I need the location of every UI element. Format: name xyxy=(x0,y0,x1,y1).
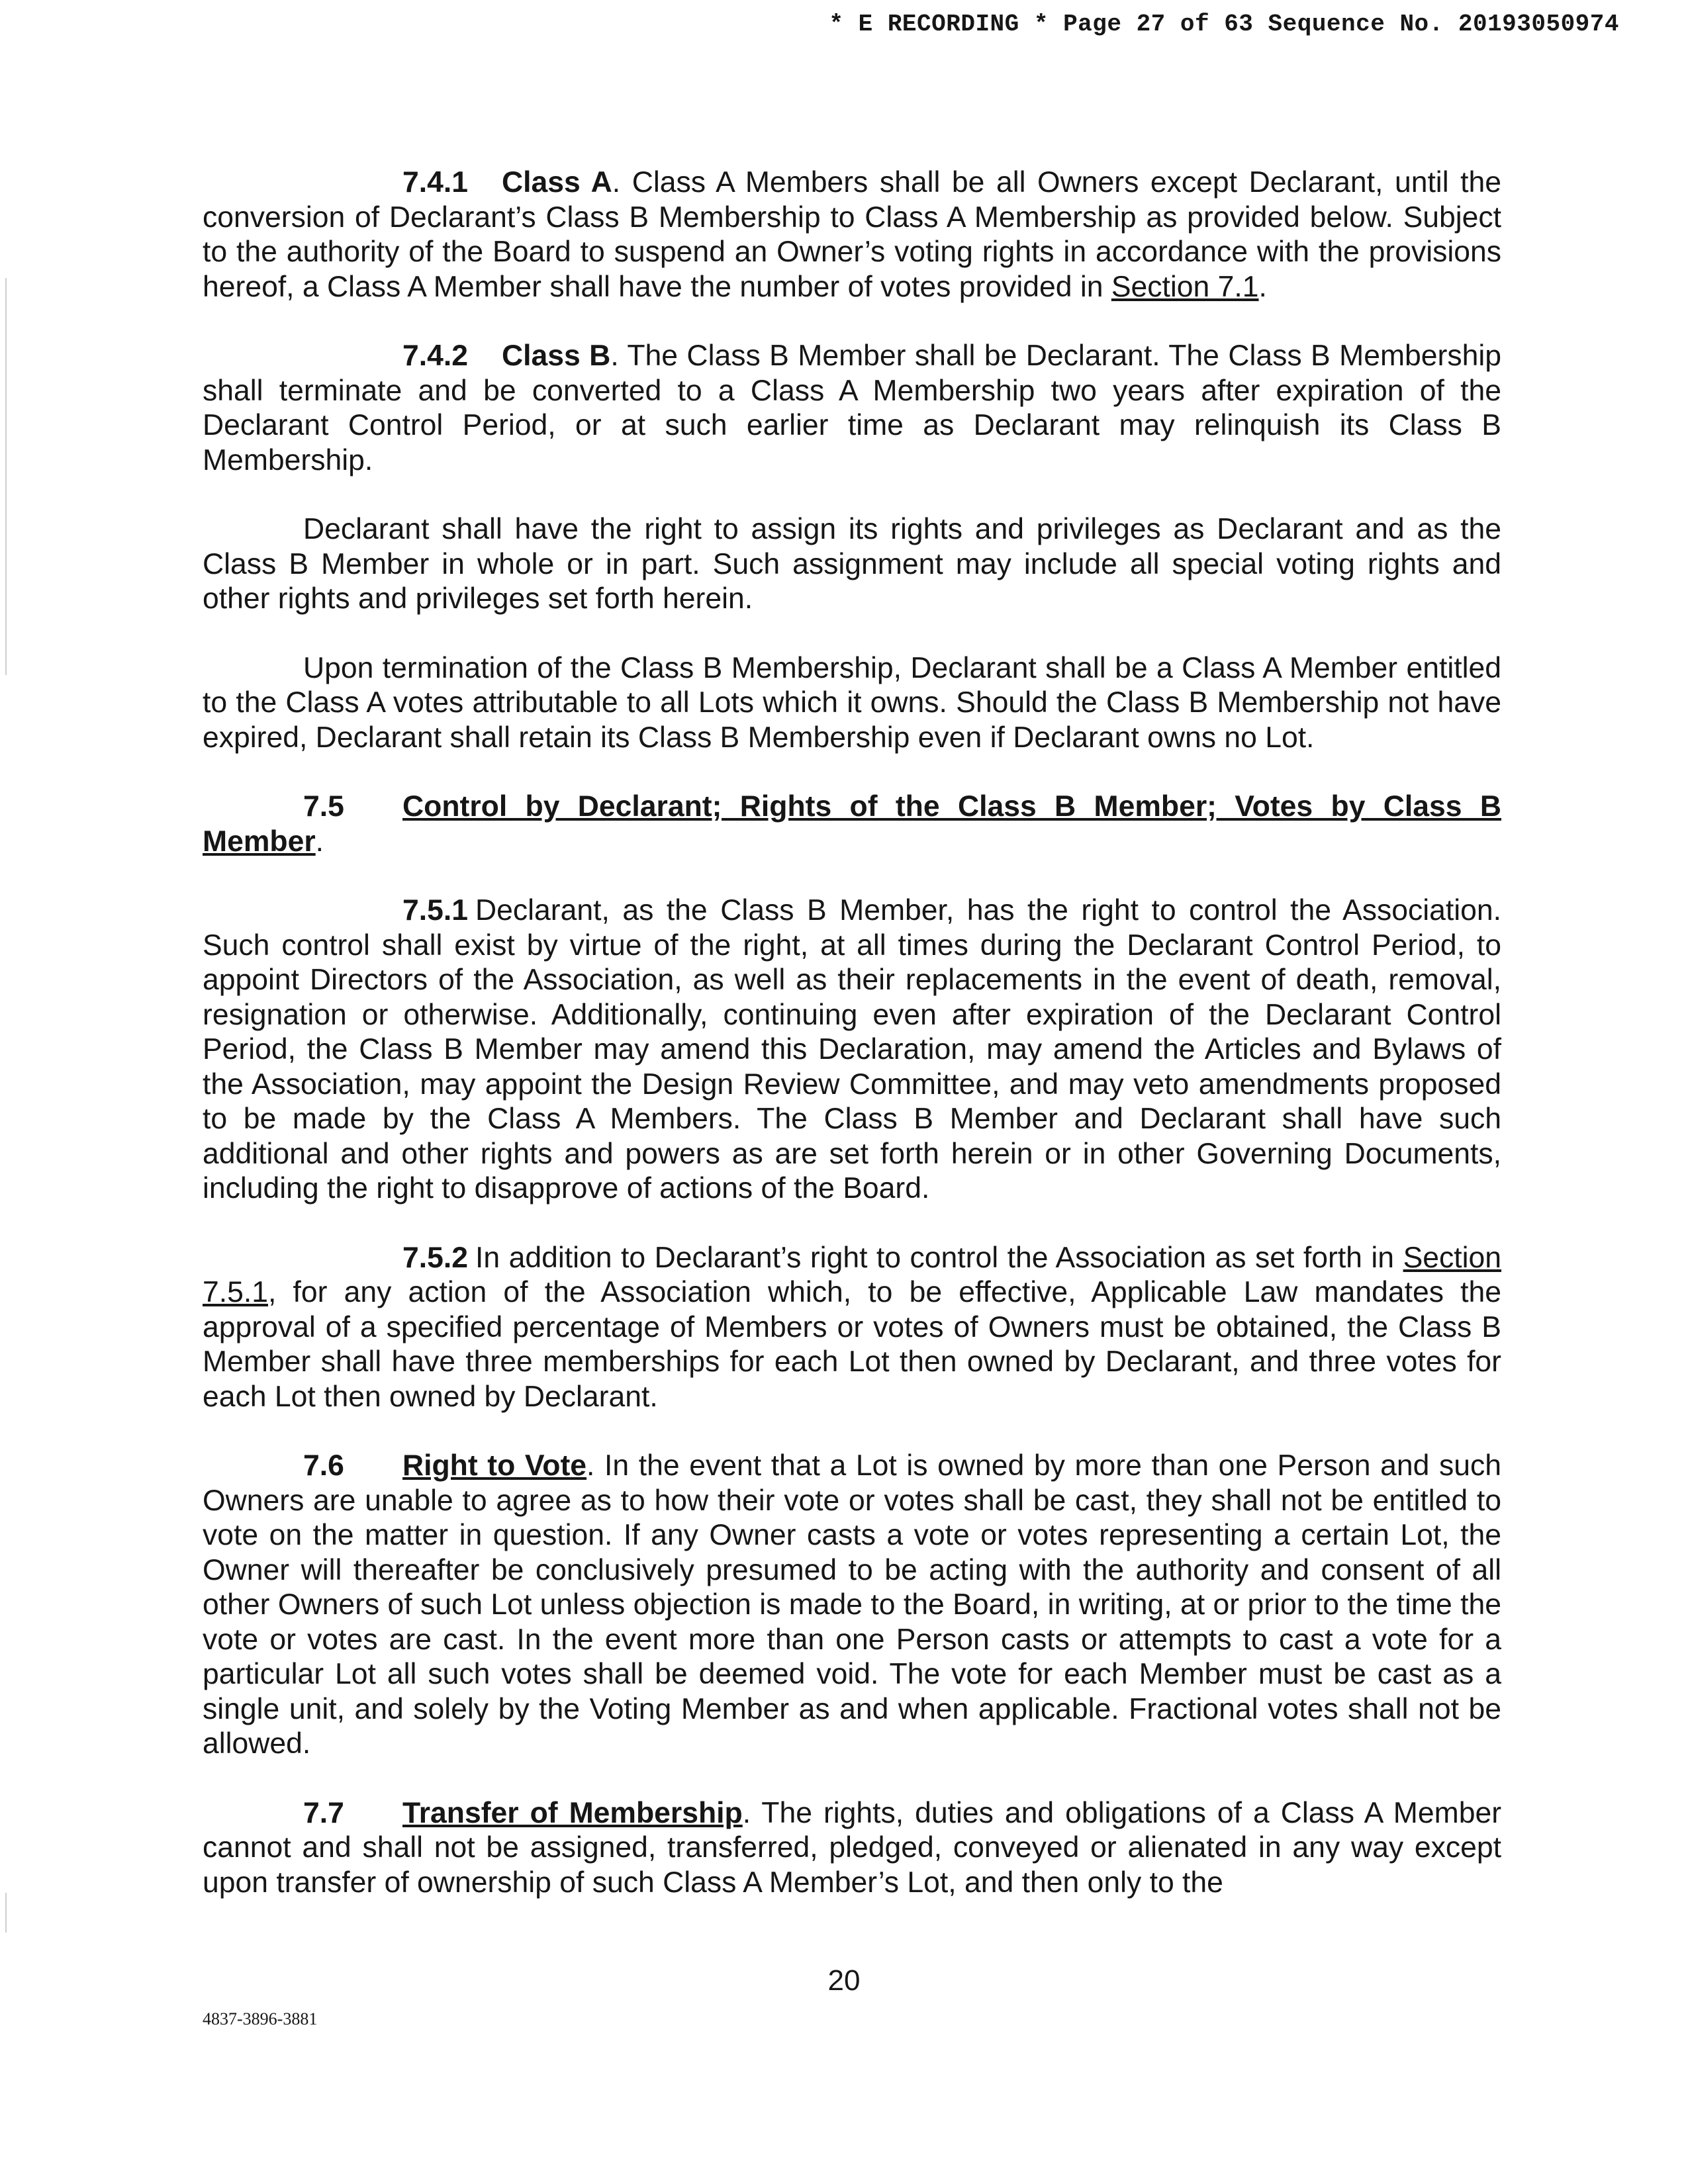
section-text: . Class A Members shall be all Owners except Declarant, until the conversion of Declarant’s Class B Membership to Class A Membership as provided below. Subject to the authority of the Board to suspend an Owner’s voting rights in accordance with the provisions hereof, a Class A Member shall have the number of votes provided in xyxy=(203,166,1501,303)
section-text: . The rights, duties and obligations of a Class A Member cannot and shall not be assigned, transferred, pledged, conveyed or alienated in any way except upon transfer of ownership of such Class A Member’s Lot, and then only to the xyxy=(203,1796,1502,1899)
section-text: . The Class B Member shall be Declarant. The Class B Membership shall terminate and be converted to a Class A Membership two years after expiration of the Declarant Control Period, or at such earlier time as Declarant may relinquish its Class B Membership. xyxy=(203,340,1501,477)
paragraph-termination: Upon termination of the Class B Membership, Declarant shall be a Class A Member entitled to the Class A votes attributable to all Lots which it owns. Should the Class B Membership not have expired, Declarant shall retain its Class B Membership even if Declarant owns no Lot. xyxy=(203,651,1501,754)
section-heading: Class A xyxy=(502,166,612,199)
paragraph-assignment: Declarant shall have the right to assign its rights and privileges as Declarant and as the Class B Member in whole or in part. Such assignment may include all special voting rights and other rights and privileges set forth herein. xyxy=(203,513,1501,615)
section-text: . In the event that a Lot is owned by more than one Person and such Owners are unable to agree as to how their vote or votes shall be cast, they shall not be entitled to vote on the matter in question. If any Owner casts a vote or votes representing a certain Lot, the Owner will thereafter be conclusively presumed to be acting with the authority and consent of all other Owners of such Lot unless objection is made to the Board, in writing, at or prior to the time the vote or votes are cast. In the event more than one Person casts or attempts to cast a vote for a particular Lot all such votes shall be deemed void. The vote for each Member must be cast as a single unit, and solely by the Voting Member as and when applicable. Fractional votes shall not be allowed. xyxy=(203,1449,1502,1760)
section-text: In addition to Declarant’s right to control the Association as set forth in xyxy=(475,1241,1403,1274)
section-number: 7.4.1 xyxy=(402,166,468,199)
section-number: 7.6 xyxy=(303,1449,344,1482)
section-number: 7.4.2 xyxy=(402,340,468,372)
scan-artifact xyxy=(5,1893,7,1933)
section-number: 7.5.1 xyxy=(402,894,468,927)
section-text-end: . xyxy=(1258,270,1267,303)
section-7-4-2 xyxy=(203,339,1501,478)
section-number: 7.5.2 xyxy=(402,1241,468,1274)
section-number: 7.7 xyxy=(303,1796,344,1829)
section-heading: Transfer of Membership xyxy=(402,1796,743,1829)
section-7-5 xyxy=(203,790,1501,859)
document-id: 4837-3896-3881 xyxy=(203,2009,318,2028)
recording-header: * E RECORDING * Page 27 of 63 Sequence No. 20193050974 xyxy=(829,11,1619,38)
section-heading: Control by Declarant; Rights of the Class B Member; Votes by Class B Member xyxy=(203,790,1501,858)
page-number: 20 xyxy=(827,1964,861,1997)
section-7-4-1 xyxy=(203,165,1501,304)
section-heading: Class B xyxy=(502,340,611,372)
section-7-6 xyxy=(203,1449,1501,1762)
section-7-7 xyxy=(203,1796,1501,1901)
section-text: Declarant, as the Class B Member, has the right to control the Association. Such control shall exist by virtue of the right, at all times during the Declarant Control Period, to appoint Directors of the Association, as well as their replacements in the event of death, removal, resignation or otherwise. Additionally, continuing even after expiration of the Declarant Control Period, the Class B Member may amend this Declaration, may amend the Articles and Bylaws of the Association, may appoint the Design Review Committee, and may veto amendments proposed to be made by the Class A Members. The Class B Member and Declarant shall have such additional and other rights and powers as are set forth herein or in other Governing Documents, including the right to disapprove of actions of the Board. xyxy=(203,894,1501,1205)
scan-artifact xyxy=(5,278,7,675)
section-7-5-1 xyxy=(203,893,1501,1206)
section-text-end: , for any action of the Association which, to be effective, Applicable Law mandates the approval of a specified percentage of Members or votes of Owners must be obtained, the Class B Member shall have three memberships for each Lot then owned by Declarant, and three votes for each Lot then owned by Declarant. xyxy=(203,1276,1501,1413)
section-reference: Section 7.5.1 xyxy=(203,1241,1501,1308)
section-number: 7.5 xyxy=(303,790,344,823)
section-reference: Section 7.1 xyxy=(1111,270,1259,303)
section-7-5-2 xyxy=(203,1241,1501,1415)
section-text: . xyxy=(315,825,324,858)
document-body xyxy=(203,165,1501,1934)
section-heading: Right to Vote xyxy=(402,1449,587,1482)
